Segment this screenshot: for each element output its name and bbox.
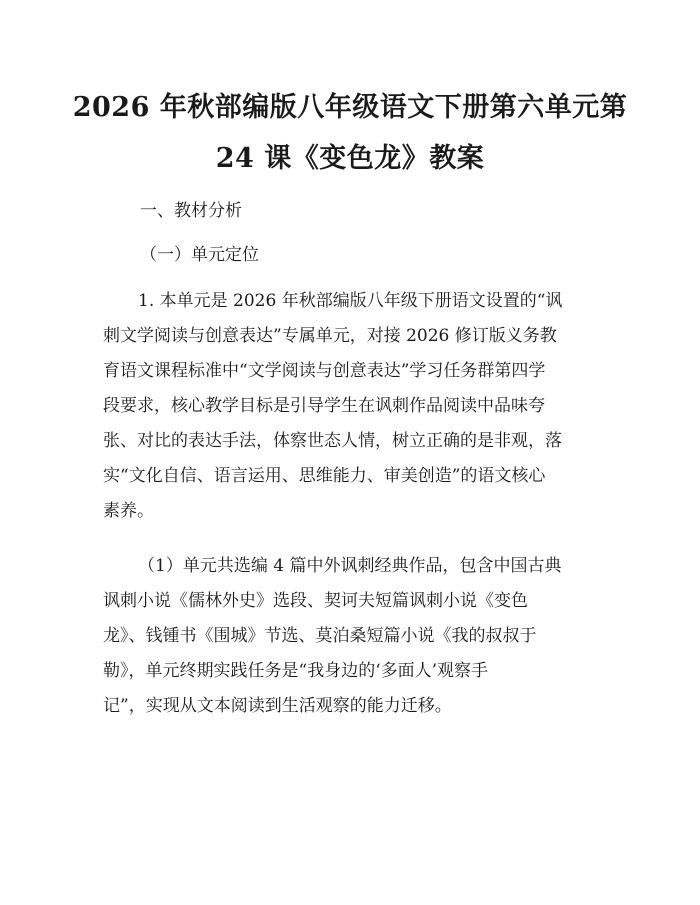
paragraph-line: 张、对比的表达手法，体察世态人情，树立正确的是非观，落 (103, 431, 562, 451)
section-subheading: （一）单元定位 (140, 245, 259, 265)
paragraph-line: 勒》，单元终期实践任务是“我身边的‘多面人’观察手 (103, 661, 488, 681)
paragraph-line: 素养。 (103, 501, 154, 521)
paragraph-line: 育语文课程标准中“文学阅读与创意表达”学习任务群第四学 (103, 361, 546, 381)
paragraph-line: 记”，实现从文本阅读到生活观察的能力迁移。 (103, 696, 452, 716)
document-title-line-1: 2026 年秋部编版八年级语文下册第六单元第 (72, 92, 628, 123)
paragraph-line: 刺文学阅读与创意表达”专属单元，对接 2026 修订版义务教 (103, 326, 557, 346)
paragraph-line: 1. 本单元是 2026 年秋部编版八年级下册语文设置的“讽 (138, 291, 563, 311)
paragraph-line: （1）单元共选编 4 篇中外讽刺经典作品，包含中国古典 (138, 556, 562, 576)
paragraph-line: 实“文化自信、语言运用、思维能力、审美创造”的语文核心 (103, 466, 546, 486)
paragraph-line: 段要求，核心教学目标是引导学生在讽刺作品阅读中品味夸 (103, 396, 545, 416)
paragraph-unit-positioning (103, 284, 603, 529)
section-heading: 一、教材分析 (140, 201, 242, 221)
paragraph-unit-content (103, 549, 603, 724)
paragraph-line: 讽刺小说《儒林外史》选段、契诃夫短篇讽刺小说《变色 (103, 591, 528, 611)
document-title-line-2: 24 课《变色龙》教案 (215, 143, 485, 174)
paragraph-line: 龙》、钱锺书《围城》节选、莫泊桑短篇小说《我的叔叔于 (103, 626, 537, 646)
